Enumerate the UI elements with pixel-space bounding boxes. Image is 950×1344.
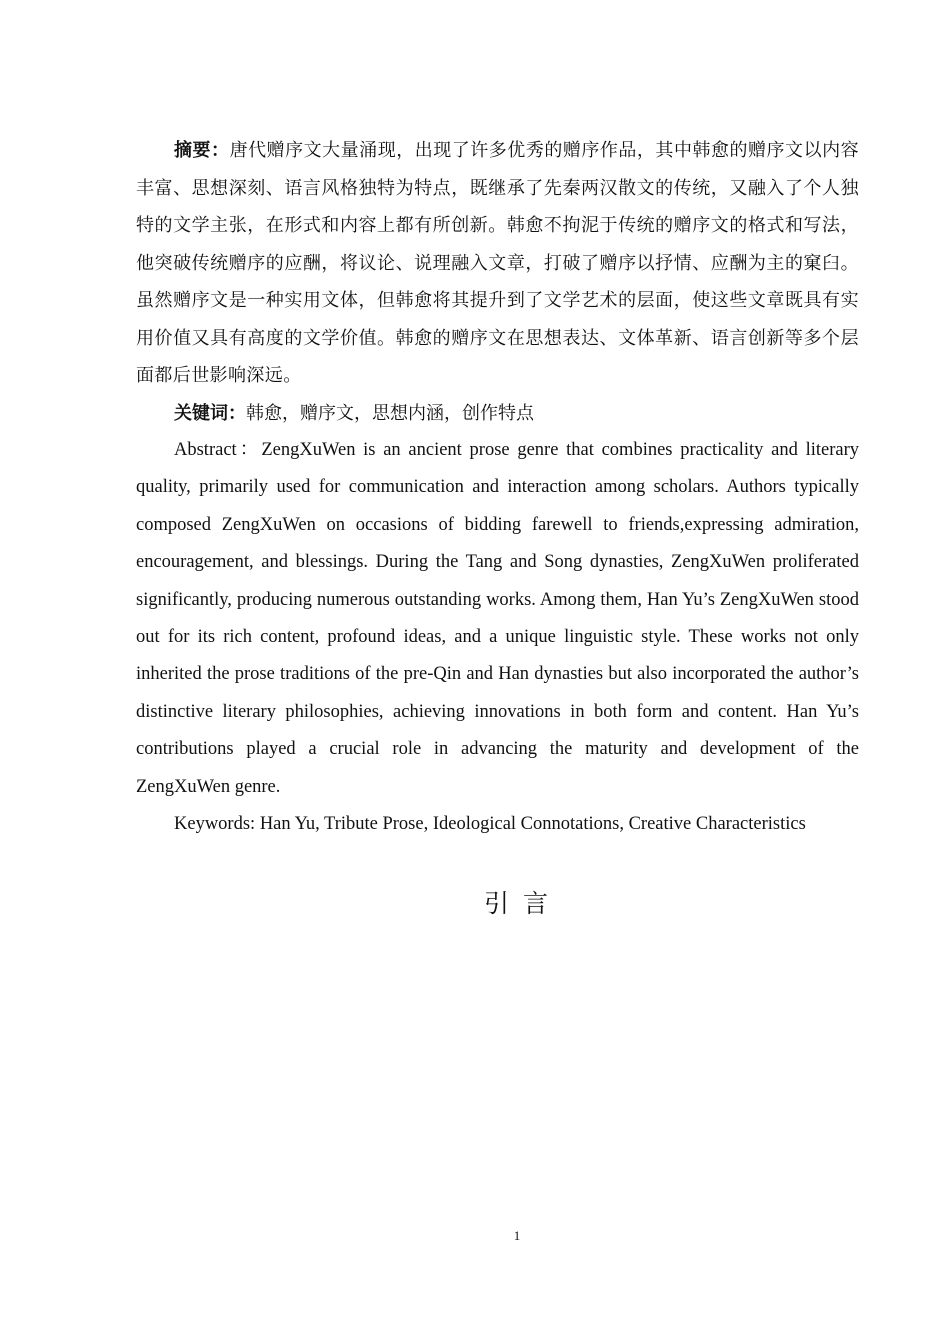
abstract-en-label: Abstract： bbox=[174, 440, 262, 460]
keywords-zh-label: 关键词： bbox=[174, 402, 246, 424]
abstract-en-text: ZengXuWen is an ancient prose genre that combines practicality and literary quality, primarily used for communication and interaction among scholars. Authors typically composed ZengXuWen on occasions of bidding farewell to friends,expressing admiration, encouragement, and blessings. During the Tang and Song dynasties, ZengXuWen proliferated significantly, producing numerous outstanding works. Among them, Han Yu’s ZengXuWen stood out for its rich content, profound ideas, and a unique linguistic style. These works not only inherited the prose traditions of the pre-Qin and Han dynasties but also incorporated the author’s distinctive literary philosophies, achieving innovations in both form and content. Han Yu’s contributions played a crucial role in advancing the maturity and development of the ZengXuWen genre. bbox=[136, 440, 859, 797]
section-heading: 引言 bbox=[483, 889, 562, 918]
keywords-zh-paragraph bbox=[136, 395, 859, 433]
page-number: 1 bbox=[513, 1228, 521, 1243]
abstract-zh-label: 摘要： bbox=[174, 140, 230, 161]
keywords-en-text: Han Yu, Tribute Prose, Ideological Connotations, Creative Characteristics bbox=[259, 814, 806, 835]
abstract-zh-paragraph bbox=[136, 132, 859, 395]
abstract-zh-text: 唐代赠序文大量涌现，出现了许多优秀的赠序作品，其中韩愈的赠序文以内容丰富、思想深刻、语言风格独特为特点，既继承了先秦两汉散文的传统，又融入了个人独特的文学主张，在形式和内容上都有所创新。韩愈不拘泥于传统的赠序文的格式和写法，他突破传统赠序的应酬，将议论、说理融入文章，打破了赠序以抒情、应酬为主的窠臼。虽然赠序文是一种实用文体，但韩愈将其提升到了文学艺术的层面，使这些文章既具有实用价值又具有高度的文学价值。韩愈的赠序文在思想表达、文体革新、语言创新等多个层面都后世影响深远。 bbox=[136, 140, 859, 385]
abstract-en-paragraph bbox=[136, 432, 859, 806]
keywords-en-paragraph bbox=[136, 806, 859, 843]
abstract-section bbox=[136, 132, 859, 843]
keywords-en-label: Keywords: bbox=[174, 814, 256, 835]
keywords-zh-text: 韩愈，赠序文，思想内涵，创作特点 bbox=[246, 402, 534, 423]
